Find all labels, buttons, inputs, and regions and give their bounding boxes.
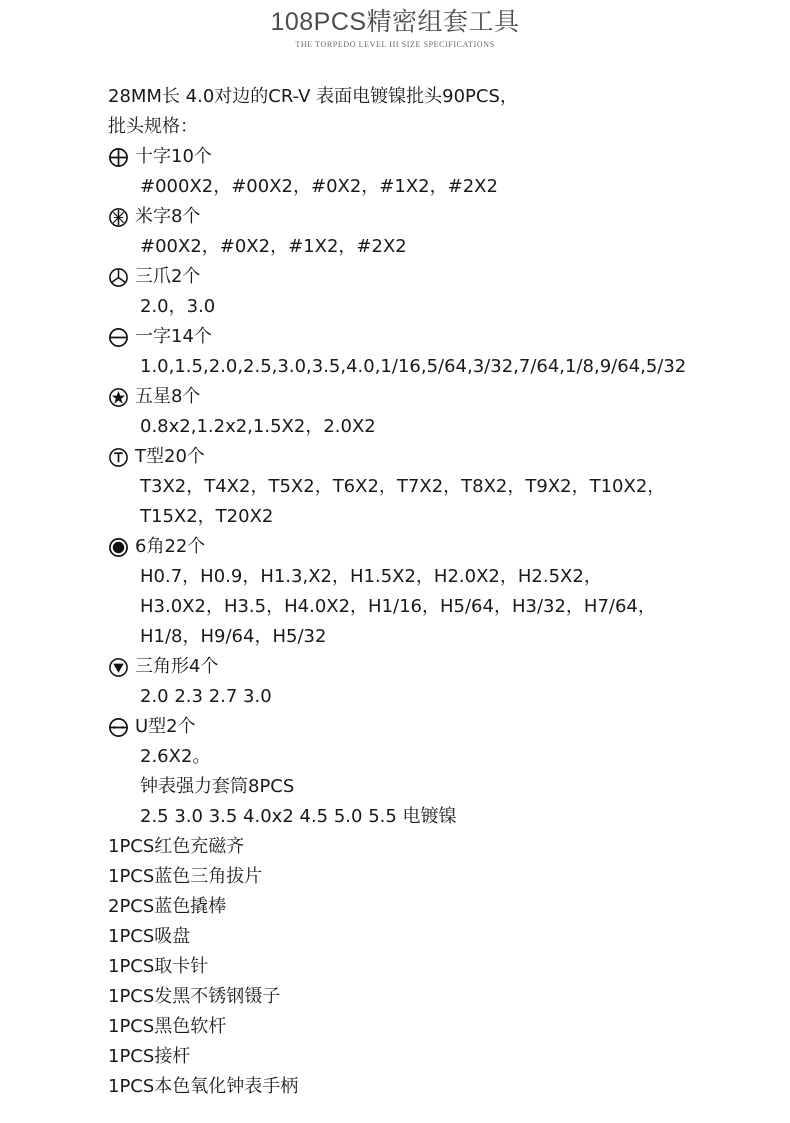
page-subtitle: THE TORPEDO LEVEL III SIZE SPECIFICATIONS [295, 40, 495, 49]
category-label: T型20个 [135, 446, 205, 467]
category-spec-line: T15X2，T20X2 [140, 506, 274, 527]
category-spec-line: #000X2，#00X2，#0X2，#1X2，#2X2 [140, 176, 498, 197]
category-spec-line: 2.0，3.0 [140, 296, 216, 317]
triangle-icon [108, 657, 129, 678]
page-title: 108PCS精密组套工具 [270, 8, 520, 36]
category-spec-line: 钟表强力套筒8PCS [140, 776, 295, 797]
accessory-list [108, 832, 768, 1102]
accessory-item: 1PCS本色氧化钟表手柄 [108, 1076, 299, 1097]
category-row [108, 322, 768, 352]
page-header [0, 6, 790, 49]
category-label: 五星8个 [135, 386, 201, 407]
category-row [108, 202, 768, 232]
tri-wing-icon [108, 267, 129, 288]
spec-list [108, 82, 768, 1102]
category-row [108, 712, 768, 742]
category-row [108, 382, 768, 412]
pozidriv-star-icon [108, 207, 129, 228]
category-spec-line: 2.5 3.0 3.5 4.0x2 4.5 5.0 5.5 电镀镍 [140, 806, 457, 827]
category-spec-line: 1.0,1.5,2.0,2.5,3.0,3.5,4.0,1/16,5/64,3/32,7/64,1/8,9/64,5/32 [140, 356, 687, 377]
spec-heading: 批头规格： [108, 116, 198, 137]
hex-socket-icon [108, 537, 129, 558]
category-label: U型2个 [135, 716, 196, 737]
category-label: 十字10个 [135, 146, 212, 167]
accessory-item: 1PCS蓝色三角拔片 [108, 866, 263, 887]
category-label: 三爪2个 [135, 266, 201, 287]
category-row [108, 532, 768, 562]
accessory-item: 2PCS蓝色撬棒 [108, 896, 227, 917]
category-label: 米字8个 [135, 206, 201, 227]
category-label: 三角形4个 [135, 656, 219, 677]
accessory-item: 1PCS红色充磁齐 [108, 836, 245, 857]
category-row [108, 262, 768, 292]
slotted-icon [108, 327, 129, 348]
category-row [108, 142, 768, 172]
category-label: 一字14个 [135, 326, 212, 347]
accessory-item: 1PCS发黑不锈钢镊子 [108, 986, 281, 1007]
u-type-icon [108, 717, 129, 738]
category-spec-line: 2.6X2。 [140, 746, 211, 767]
category-row [108, 442, 768, 472]
accessory-item: 1PCS取卡针 [108, 956, 209, 977]
category-spec-line: H0.7，H0.9，H1.3,X2，H1.5X2，H2.0X2，H2.5X2， [140, 566, 602, 587]
phillips-cross-icon [108, 147, 129, 168]
accessory-item: 1PCS吸盘 [108, 926, 191, 947]
category-row [108, 652, 768, 682]
category-spec-line: H1/8，H9/64，H5/32 [140, 626, 327, 647]
category-spec-line: #00X2，#0X2，#1X2，#2X2 [140, 236, 407, 257]
accessory-item: 1PCS黑色软杆 [108, 1016, 227, 1037]
bit-categories [108, 142, 768, 832]
category-label: 6角22个 [135, 536, 206, 557]
intro-line: 28MM长 4.0对边的CR-V 表面电镀镍批头90PCS， [108, 86, 518, 107]
category-spec-line: T3X2，T4X2，T5X2，T6X2，T7X2，T8X2，T9X2，T10X2， [140, 476, 666, 497]
accessory-item: 1PCS接杆 [108, 1046, 191, 1067]
torx-t-icon [108, 447, 129, 468]
category-spec-line: H3.0X2，H3.5，H4.0X2，H1/16，H5/64，H3/32，H7/64， [140, 596, 656, 617]
category-spec-line: 2.0 2.3 2.7 3.0 [140, 686, 272, 707]
pentalobe-star-icon [108, 387, 129, 408]
category-spec-line: 0.8x2,1.2x2,1.5X2，2.0X2 [140, 416, 376, 437]
